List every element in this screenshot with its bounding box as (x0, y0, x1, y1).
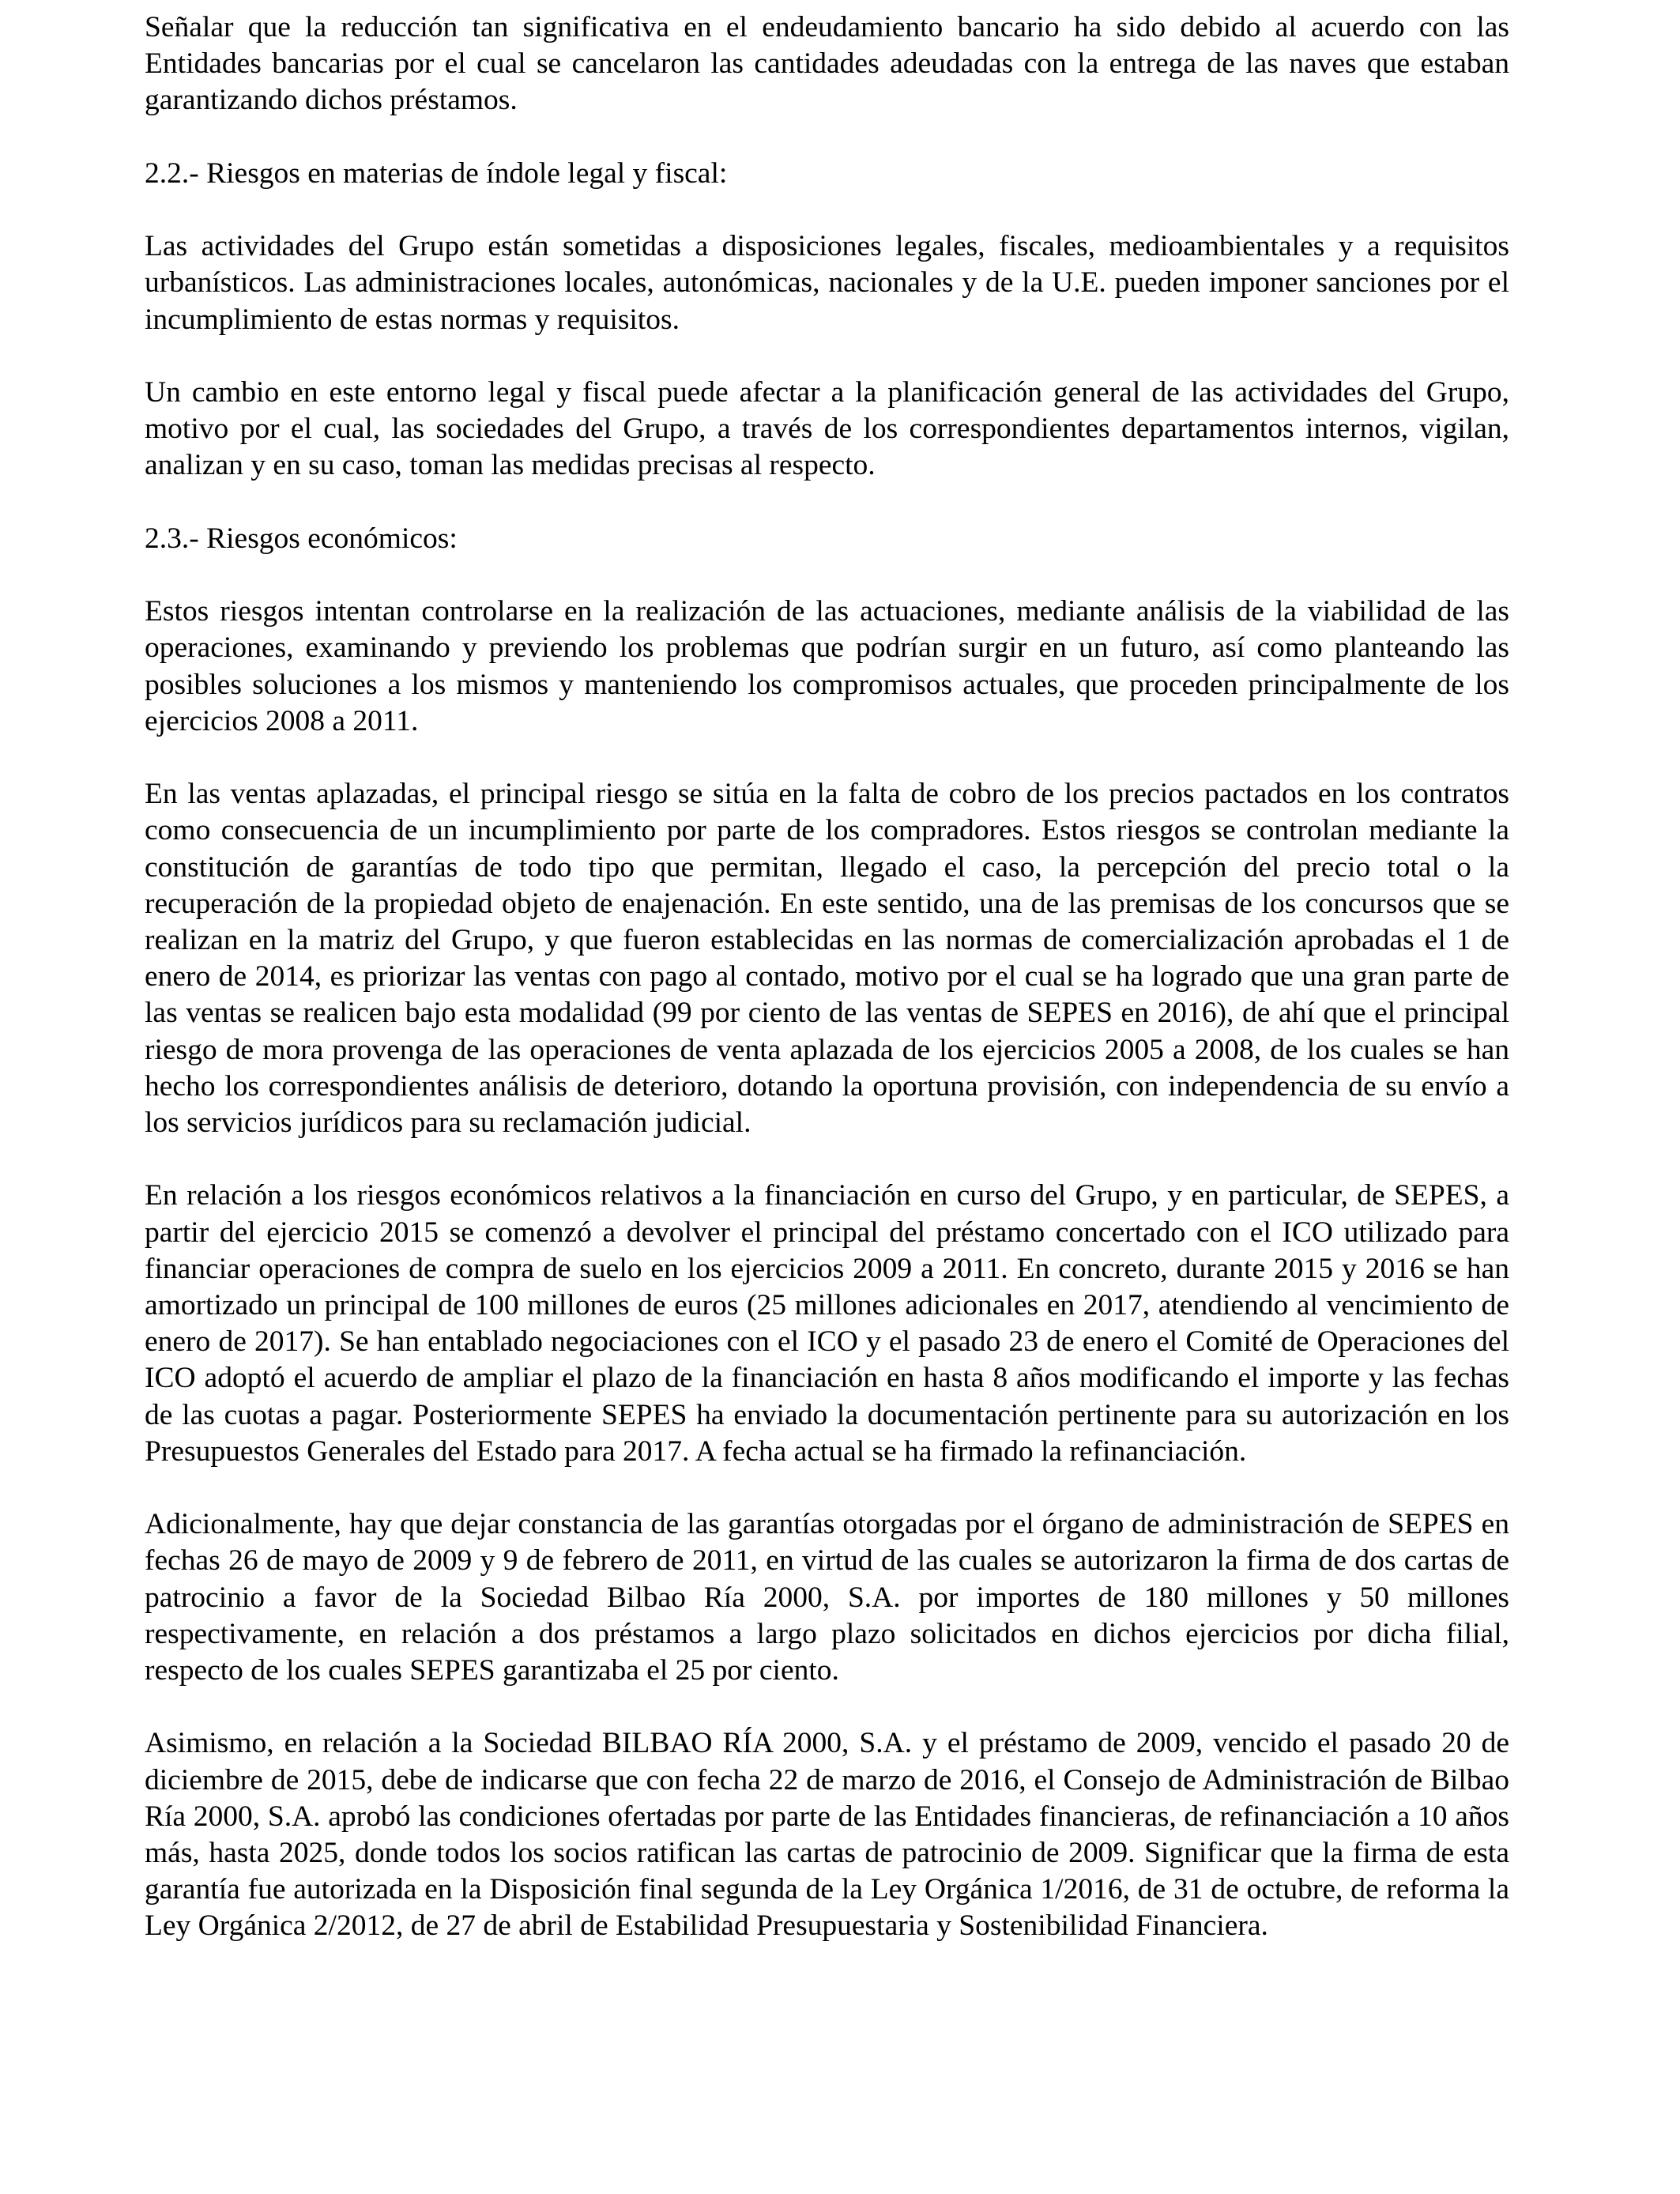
heading-legal-fiscal-risks: 2.2.- Riesgos en materias de índole legal y fiscal: (145, 156, 728, 190)
heading-economic-risks: 2.3.- Riesgos económicos: (145, 522, 458, 555)
paragraph-bilbao-ria-refinancing: Asimismo, en relación a la Sociedad BILBAO RÍA 2000, S.A. y el préstamo de 2009, vencido el pasado 20 de diciembre de 2015, debe de indicarse que con fecha 22 de marzo de 2016, el Consejo de Administración de Bilbao Ría 2000, S.A. aprobó las condiciones ofertadas por parte de las Entidades financieras, de refinanciación a 10 años más, hasta 2025, donde todos los socios ratifican las cartas de patrocinio de 2009. Significar que la firma de esta garantía fue autorizada en la Disposición final segunda de la Ley Orgánica 1/2016, de 31 de octubre, de reforma la Ley Orgánica 2/2012, de 27 de abril de Estabilidad Presupuestaria y Sostenibilidad Financiera. (145, 1727, 1509, 1943)
paragraph-risk-control: Estos riesgos intentan controlarse en la realización de las actuaciones, mediante análisis de la viabilidad de las operaciones, examinando y previendo los problemas que podrían surgir en un futuro, así como planteando las posibles soluciones a los mismos y manteniendo los compromisos actuales, que proceden principalmente de los ejercicios 2008 a 2011. (145, 595, 1509, 737)
paragraph-ico-financing: En relación a los riesgos económicos relativos a la financiación en curso del Grupo, y en particular, de SEPES, a partir del ejercicio 2015 se comenzó a devolver el principal del préstamo concertado con el ICO utilizado para financiar operaciones de compra de suelo en los ejercicios 2009 a 2011. En concreto, durante 2015 y 2016 se han amortizado un principal de 100 millones de euros (25 millones adicionales en 2017, atendiendo al vencimiento de enero de 2017). Se han entablado negociaciones con el ICO y el pasado 23 de enero el Comité de Operaciones del ICO adoptó el acuerdo de ampliar el plazo de la financiación en hasta 8 años modificando el importe y las fechas de las cuotas a pagar. Posteriormente SEPES ha enviado la documentación pertinente para su autorización en los Presupuestos Generales del Estado para 2017. A fecha actual se ha firmado la refinanciación. (145, 1179, 1509, 1468)
paragraph-deferred-sales: En las ventas aplazadas, el principal riesgo se sitúa en la falta de cobro de los precios pactados en los contratos como consecuencia de un incumplimiento por parte de los compradores. Estos riesgos se controlan mediante la constitución de garantías de todo tipo que permitan, llegado el caso, la percepción del precio total o la recuperación de la propiedad objeto de enajenación. En este sentido, una de las premisas de los concursos que se realizan en la matriz del Grupo, y que fueron establecidas en las normas de comercialización aprobadas el 1 de enero de 2014, es priorizar las ventas con pago al contado, motivo por el cual se ha logrado que una gran parte de las ventas se realicen bajo esta modalidad (99 por ciento de las ventas de SEPES en 2016), de ahí que el principal riesgo de mora provenga de las operaciones de venta aplazada de los ejercicios 2005 a 2008, de los cuales se han hecho los correspondientes análisis de deterioro, dotando la oportuna provisión, con independencia de su envío a los servicios jurídicos para su reclamación judicial. (145, 778, 1509, 1139)
paragraph-legal-environment-change: Un cambio en este entorno legal y fiscal puede afectar a la planificación general de las actividades del Grupo, motivo por el cual, las sociedades del Grupo, a través de los correspondientes departamentos internos, vigilan, analizan y en su caso, toman las medidas precisas al respecto. (145, 375, 1509, 482)
paragraph-guarantees: Adicionalmente, hay que dejar constancia de las garantías otorgadas por el órgano de administración de SEPES en fechas 26 de mayo de 2009 y 9 de febrero de 2011, en virtud de las cuales se autorizaron la firma de dos cartas de patrocinio a favor de la Sociedad Bilbao Ría 2000, S.A. por importes de 180 millones y 50 millones respectivamente, en relación a dos préstamos a largo plazo solicitados en dichos ejercicios por dicha filial, respecto de los cuales SEPES garantizaba el 25 por ciento. (145, 1508, 1509, 1687)
document-page (145, 9, 1509, 1981)
paragraph-bank-debt-reduction: Señalar que la reducción tan significativa en el endeudamiento bancario ha sido debido al acuerdo con las Entidades bancarias por el cual se cancelaron las cantidades adeudadas con la entrega de las naves que estaban garantizando dichos préstamos. (145, 11, 1509, 117)
paragraph-legal-provisions: Las actividades del Grupo están sometidas a disposiciones legales, fiscales, medioambientales y a requisitos urbanísticos. Las administraciones locales, autonómicas, nacionales y de la U.E. pueden imponer sanciones por el incumplimiento de estas normas y requisitos. (145, 230, 1509, 336)
